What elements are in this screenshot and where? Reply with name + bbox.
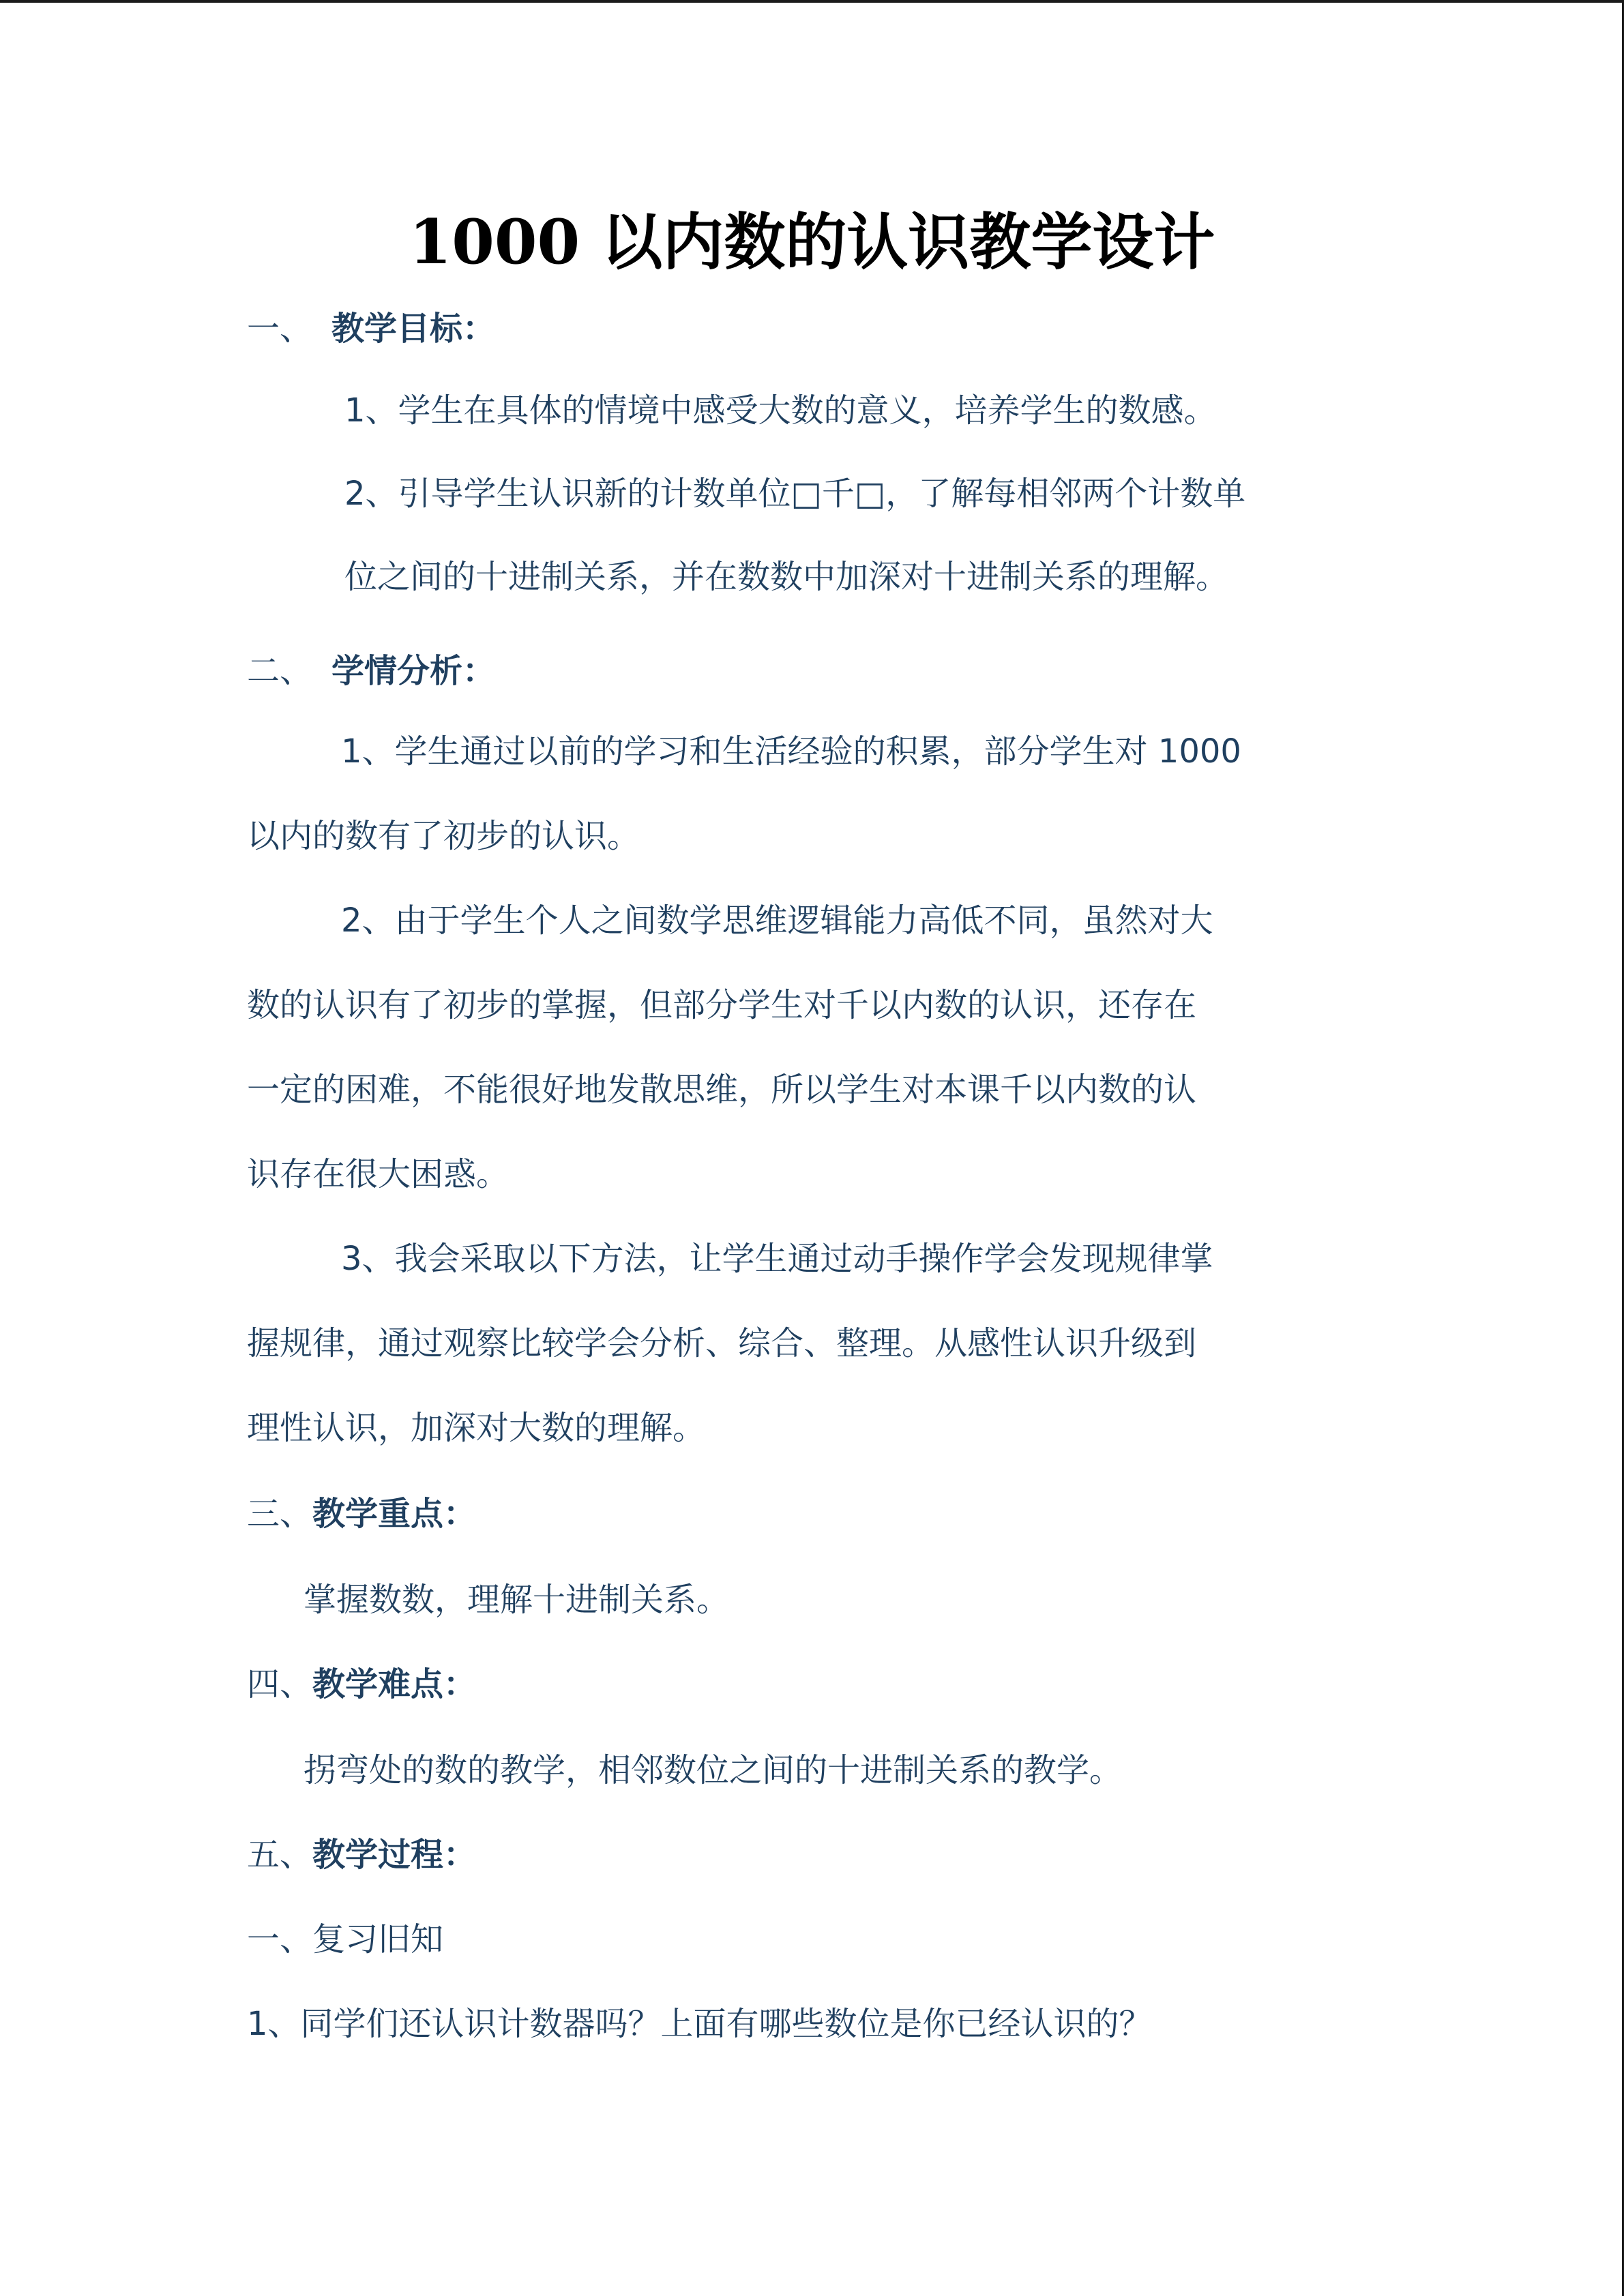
section-heading-text: 教学目标： xyxy=(331,310,496,348)
section-heading-text: 教学难点： xyxy=(312,1665,477,1703)
paragraph-line: 以内的数有了初步的认识。 xyxy=(247,817,640,855)
section-heading-key-points xyxy=(247,1493,476,1534)
document-title: 1000 以内数的认识教学设计 xyxy=(409,206,1215,278)
section-heading-text: 学情分析： xyxy=(331,652,496,690)
paragraph-line: 数的认识有了初步的掌握，但部分学生对千以内数的认识，还存在 xyxy=(247,986,1197,1024)
paragraph-line: 一定的困难，不能很好地发散思维，所以学生对本课千以内数的认 xyxy=(247,1071,1197,1109)
section-number: 三、 xyxy=(247,1495,313,1533)
section-heading-analysis xyxy=(247,651,495,691)
paragraph-line: 1、学生通过以前的学习和生活经验的积累，部分学生对 1000 xyxy=(341,732,1241,771)
paragraph-line: 位之间的十进制关系，并在数数中加深对十进制关系的理解。 xyxy=(344,558,1229,596)
section-heading-difficulties xyxy=(247,1664,476,1705)
section-number: 五、 xyxy=(247,1836,313,1874)
paragraph-line: 掌握数数，理解十进制关系。 xyxy=(304,1581,730,1619)
paragraph-line: 理性认识，加深对大数的理解。 xyxy=(247,1409,706,1447)
paragraph-line: 3、我会采取以下方法，让学生通过动手操作学会发现规律掌 xyxy=(341,1240,1213,1278)
section-number: 四、 xyxy=(247,1665,313,1703)
paragraph-line: 1、学生在具体的情境中感受大数的意义，培养学生的数感。 xyxy=(344,391,1217,430)
paragraph-line: 1、同学们还认识计数器吗？上面有哪些数位是你已经认识的？ xyxy=(247,2005,1152,2043)
paragraph-line: 2、引导学生认识新的计数单位□千□，了解每相邻两个计数单 xyxy=(344,475,1246,513)
paragraph-line: 拐弯处的数的教学，相邻数位之间的十进制关系的教学。 xyxy=(304,1751,1123,1789)
section-heading-process xyxy=(247,1834,476,1875)
paragraph-line: 2、由于学生个人之间数学思维逻辑能力高低不同，虽然对大 xyxy=(341,901,1213,940)
paragraph-line: 识存在很大困惑。 xyxy=(247,1155,510,1193)
section-number: 一、 xyxy=(247,310,313,348)
section-heading-objectives xyxy=(247,308,495,349)
top-border-line xyxy=(0,0,1624,3)
section-heading-text: 教学过程： xyxy=(312,1836,477,1874)
subsection-heading: 一、复习旧知 xyxy=(247,1920,444,1958)
paragraph-line: 握规律，通过观察比较学会分析、综合、整理。从感性认识升级到 xyxy=(247,1324,1197,1362)
section-number: 二、 xyxy=(247,652,313,690)
section-heading-text: 教学重点： xyxy=(312,1495,477,1533)
